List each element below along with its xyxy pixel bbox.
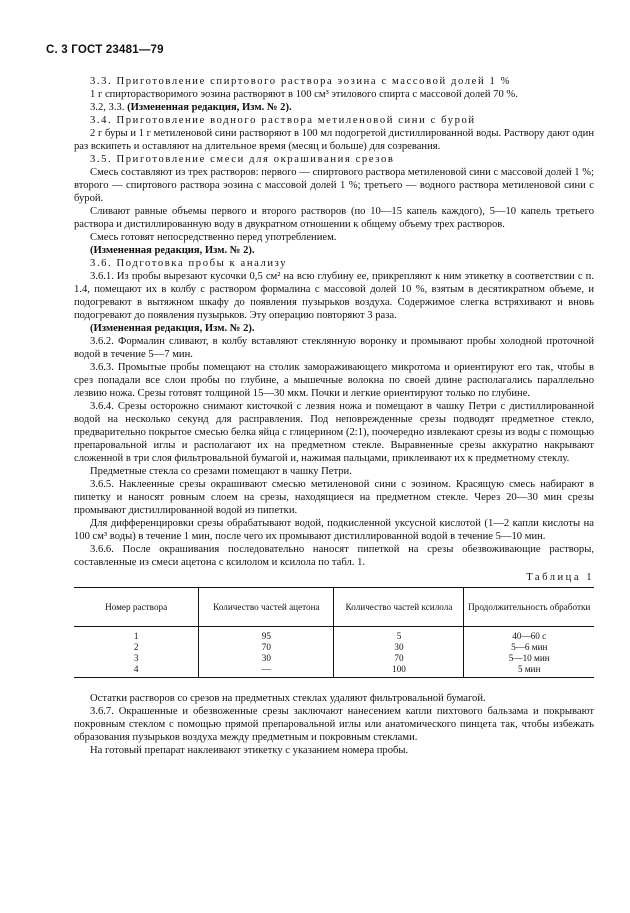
amendment-label: (Измененная редакция, Изм. № 2).: [90, 323, 255, 334]
section-3-5-paragraph-3: Смесь готовят непосредственно перед употреблением.: [90, 232, 337, 243]
section-3-4-text: 2 г буры и 1 г метиленовой сини растворяют в 100 мл подогретой дистиллированной воды. Раствору дают один раз вскипеть и оставляют на длительное время (месяц и больше) для созревания.: [74, 128, 594, 152]
section-3-4-title: 3.4. Приготовление водного раствора метиленовой сини с бурой: [90, 115, 476, 126]
amendment-3-2-3-3: [74, 101, 594, 114]
table-cell: 100: [334, 664, 464, 678]
section-3-6-5: 3.6.5. Наклеенные срезы окрашивают смесью метиленовой сини с эозином. Красящую смесь набирают в пипетку и наносят ровным слоем на срезы, находящиеся на предметном стекле. Через 20—30 мин срезы промывают дистиллированной водой из пипетки.: [74, 479, 594, 516]
section-3-3-text: 1 г спирторастворимого эозина растворяют в 100 см³ этилового спирта с массовой долей 70 %.: [90, 89, 518, 100]
section-3-6-title: 3.6. Подготовка пробы к анализу: [90, 258, 288, 269]
amendment-3-5: [74, 244, 594, 257]
table-cell: 5 мин: [464, 664, 594, 678]
table-cell: 1: [133, 631, 139, 641]
table-cell: 5: [334, 627, 464, 643]
table-cell: 5—10 мин: [464, 653, 594, 664]
table-cell: 70: [334, 653, 464, 664]
table-row: [74, 627, 594, 643]
table-cell: 30: [199, 653, 334, 664]
after-table-text: Остатки растворов со срезов на предметных стеклах удаляют фильтровальной бумагой.: [90, 693, 486, 704]
section-3-3-title: 3.3. Приготовление спиртового раствора эозина с массовой долей 1 %: [90, 76, 512, 87]
section-3-6-6: 3.6.6. После окрашивания последовательно наносят пипеткой на срезы обезвоживающие растворы, составленные из смеси ацетона с ксилолом и ксилола по табл. 1.: [74, 544, 594, 568]
section-3-6-4-paragraph-2: Предметные стекла со срезами помещают в чашку Петри.: [90, 466, 352, 477]
table-header: Количество частей ксилола: [334, 588, 464, 627]
section-3-5-title: 3.5. Приготовление смеси для окрашивания срезов: [90, 154, 395, 165]
section-3-5-paragraph-2: Сливают равные объемы первого и второго растворов (по 10—15 капель каждого), 5—10 капель третьего раствора и дистиллированную воду в двукратном отношении к общему объему трех растворов.: [74, 206, 594, 230]
document-body: [74, 75, 594, 757]
table-row: [74, 664, 594, 678]
table-cell: 70: [199, 642, 334, 653]
table-cell: 30: [334, 642, 464, 653]
solutions-table: [74, 587, 594, 678]
table-cell: 40—60 с: [464, 627, 594, 643]
amendment-label: (Измененная редакция, Изм. № 2).: [90, 245, 255, 256]
amendment-label: (Измененная редакция, Изм. № 2).: [127, 102, 292, 113]
section-3-6-7: 3.6.7. Окрашенные и обезвоженные срезы заключают нанесением капли пихтового бальзама и покрывают покровным стеклом с помощью прямой препаровальной иглы или анатомического пинцета так, чтобы избежать образования пузырьков воздуха между предметным и покровным стеклами.: [74, 706, 594, 743]
section-3-6-5-paragraph-2: Для дифференцировки срезы обрабатывают водой, подкисленной уксусной кислотой (1—2 капли кислоты на 100 см³ воды) в течение 1 мин, после чего их промывают дистиллированной водой в течение 5—10 мин.: [74, 518, 594, 542]
table-header: Продолжительность обработки: [464, 588, 594, 627]
page-header: С. 3 ГОСТ 23481—79: [46, 44, 164, 56]
table-caption: Таблица 1: [526, 572, 594, 583]
table-header-row: [74, 588, 594, 627]
table-cell: 3: [133, 653, 139, 663]
table-cell: —: [199, 664, 334, 678]
table-cell: 95: [199, 627, 334, 643]
table-header: Количество частей ацетона: [199, 588, 334, 627]
final-paragraph: На готовый препарат наклеивают этикетку с указанием номера пробы.: [90, 745, 409, 756]
section-3-6-2: 3.6.2. Формалин сливают, в колбу вставляют стеклянную воронку и промывают пробы холодной проточной водой в течение 5—7 мин.: [74, 336, 594, 360]
amendment-3-6-1: [74, 322, 594, 335]
section-3-6-1: 3.6.1. Из пробы вырезают кусочки 0,5 см² на всю глубину ее, прикрепляют к ним этикетку в соответствии с п. 1.4, помещают их в колбу с раствором формалина с массовой долей 10 %, взятым в десятикратном объеме, и подогревают в вытяжном шкафу до появления пузырьков воздуха. Содержимое слегка встряхивают и вновь подогревают до появления пузырьков. Эту операцию повторяют 3 раза.: [74, 271, 594, 321]
table-cell: 4: [74, 664, 199, 678]
section-3-6-3: 3.6.3. Промытые пробы помещают на столик замораживающего микротома и ориентируют его так, чтобы в срез попадали все слои пробы по глубине, а мышечные волокна по своей длине располагались параллельно лезвию ножа. Срезы готовят толщиной 15—30 мкм. Почки и легкие ориентируют только по глубине.: [74, 362, 594, 399]
table-row: [74, 642, 594, 653]
section-3-5-paragraph-1: Смесь составляют из трех растворов: первого — спиртового раствора метиленовой сини с массовой долей 1 %; второго — спиртового раствора эозина с массовой долей 1 %; третьего — водного раствора метиленовой сини с бурой.: [74, 167, 594, 204]
table-header: Номер раствора: [74, 588, 199, 627]
table-cell: 2: [133, 642, 139, 652]
table-cell: 5—6 мин: [464, 642, 594, 653]
section-numbers: 3.2, 3.3.: [90, 102, 125, 113]
table-row: [74, 653, 594, 664]
section-3-6-4: 3.6.4. Срезы осторожно снимают кисточкой с лезвия ножа и помещают в чашку Петри с дистиллированной водой на несколько секунд для расправления. Под неповрежденные срезы подводят предметное стекло, предварительно покрытое смесью белка яйца с глицерином (2:1), поочередно извлекают срезы из воды с помощью препаровальной иглы и располагают их на предметном стекле. Выравненные срезы аккуратно накрывают сложенной в три слоя фильтровальной бумагой и, нажимая пальцами, приклеивают их к предметному стеклу.: [74, 401, 594, 464]
